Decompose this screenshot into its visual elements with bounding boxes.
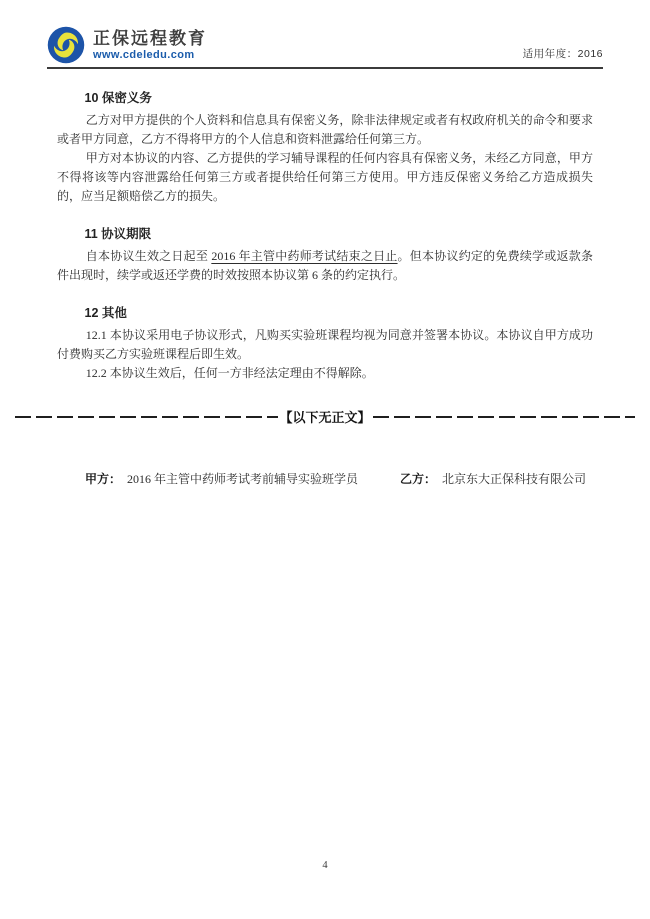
party-b-value: 北京东大正保科技有限公司 — [442, 472, 587, 486]
page-header — [47, 26, 603, 64]
party-a-label: 甲方： — [85, 472, 122, 486]
separator-dash-left — [15, 416, 278, 418]
party-a-value: 2016 年主管中药师考试考前辅导实验班学员 — [127, 472, 359, 486]
separator-dash-right — [373, 416, 636, 418]
brand-url: www.cdeledu.com — [93, 48, 195, 61]
section-10-paragraph-1: 乙方对甲方提供的个人资料和信息具有保密义务，除非法律规定或者有权政府机关的命令和要求或者甲方同意，乙方不得将甲方的个人信息和资料泄露给任何第三方。 — [57, 113, 593, 146]
section-12-heading: 12 其他 — [84, 306, 127, 320]
separator-label: 【以下无正文】 — [279, 410, 371, 425]
party-b-label: 乙方： — [400, 472, 437, 486]
section-11-text-before: 自本协议生效之日起至 — [85, 249, 212, 263]
section-11-heading: 11 协议期限 — [84, 227, 152, 241]
applicable-year-label: 适用年度：2016 — [522, 48, 603, 60]
section-11-paragraph — [57, 247, 593, 285]
page-number: 4 — [322, 860, 328, 871]
brand-text — [93, 29, 207, 62]
section-11-underlined-term: 2016 年主管中药师考试结束之日止 — [211, 249, 398, 263]
signature-line — [0, 470, 650, 487]
brand-block — [47, 26, 207, 64]
end-of-text-separator — [15, 407, 635, 426]
brand-swirl-logo-icon — [47, 26, 85, 64]
section-12-paragraph-2: 12.2 本协议生效后，任何一方非经法定理由不得解除。 — [85, 366, 374, 380]
brand-name: 正保远程教育 — [93, 28, 207, 48]
section-11-text-after: 。但本协议约定的免费续学或返款条件出现时，续学或返还学费的时效按照本协议第 6 条的约定执行。 — [57, 249, 593, 282]
party-a — [85, 470, 358, 487]
document-body — [0, 69, 650, 383]
section-10-heading: 10 保密义务 — [84, 91, 152, 105]
party-b — [400, 470, 586, 487]
section-12-paragraph-1: 12.1 本协议采用电子协议形式，凡购买实验班课程均视为同意并签署本协议。本协议自甲方成功付费购买乙方实验班课程后即生效。 — [57, 328, 593, 361]
section-10-paragraph-2: 甲方对本协议的内容、乙方提供的学习辅导课程的任何内容具有保密义务，未经乙方同意，甲方不得将该等内容泄露给任何第三方或者提供给任何第三方使用。甲方违反保密义务给乙方造成损失的，应当足额赔偿乙方的损失。 — [57, 151, 593, 203]
